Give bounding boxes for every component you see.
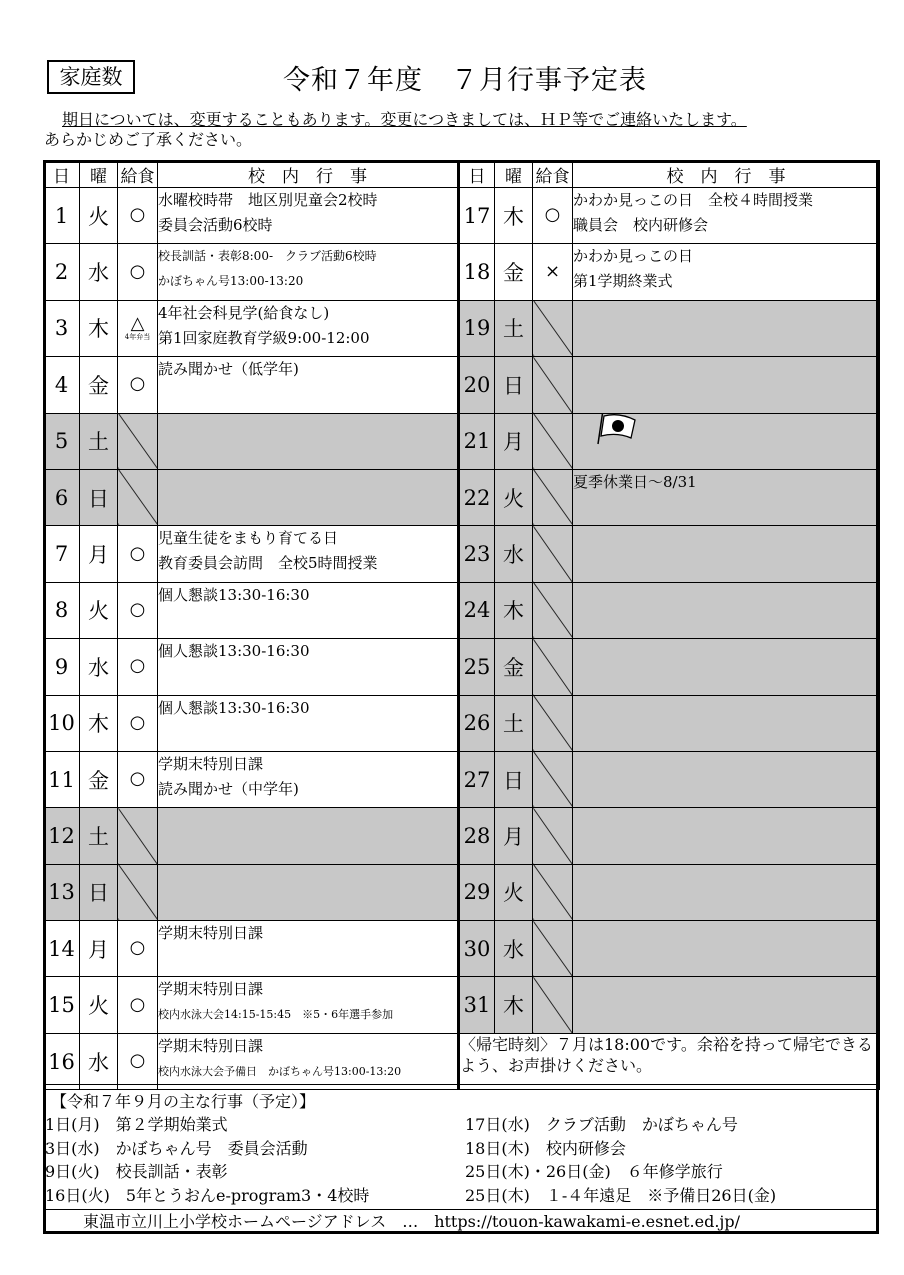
lunch-mark [118, 469, 158, 525]
table-row [44, 751, 880, 807]
event-cell [158, 808, 459, 864]
weekday: 火 [495, 864, 533, 920]
event-cell [573, 695, 880, 751]
weekday: 土 [495, 695, 533, 751]
weekday: 火 [80, 977, 118, 1033]
event-line-1: 児童生徒をまもり育てる日 [158, 529, 339, 548]
day-number: 14 [44, 921, 80, 977]
event-line-1: かわか見っこの日 [573, 247, 694, 266]
weekday: 水 [495, 921, 533, 977]
lunch-mark [533, 751, 573, 807]
event-cell [158, 413, 459, 469]
event-line-2: 読み聞かせ（中学年) [158, 779, 299, 798]
september-item: 25日(木) １-４年遠足 ※予備日26日(金) [465, 1185, 777, 1205]
event-line-1: 個人懇談13:30-16:30 [158, 698, 310, 717]
event-line-2: 第1学期終業式 [573, 272, 673, 291]
event-cell [573, 526, 880, 582]
event-cell [158, 188, 459, 244]
lunch-symbol: ○ [129, 598, 146, 620]
lunch-mark [118, 357, 158, 413]
table-row [44, 357, 880, 413]
lunch-mark [533, 639, 573, 695]
lunch-mark [533, 921, 573, 977]
weekday: 火 [80, 188, 118, 244]
weekday: 日 [80, 469, 118, 525]
day-number: 5 [44, 413, 80, 469]
event-line-2: 校内水泳大会14:15-15:45 ※5・6年選手参加 [158, 1008, 394, 1022]
lunch-mark [118, 244, 158, 300]
lunch-mark [118, 1033, 158, 1089]
weekday: 水 [80, 244, 118, 300]
event-cell [158, 526, 459, 582]
col-weekday-header: 曜 [80, 161, 118, 188]
weekday: 木 [495, 582, 533, 638]
lunch-mark [533, 864, 573, 920]
september-item: 1日(月) 第２学期始業式 [45, 1115, 228, 1134]
table-row [44, 413, 880, 469]
september-item: 18日(木) 校内研修会 [465, 1138, 626, 1158]
september-right-list [465, 1113, 776, 1207]
weekday: 木 [495, 977, 533, 1033]
event-cell [573, 300, 880, 356]
weekday: 水 [80, 1033, 118, 1089]
event-line-1: 校長訓話・表彰8:00- クラブ活動6校時 [158, 249, 377, 264]
day-number: 10 [44, 695, 80, 751]
weekday: 月 [495, 808, 533, 864]
lunch-symbol: ○ [129, 711, 146, 733]
lunch-mark [533, 413, 573, 469]
weekday: 金 [80, 751, 118, 807]
lunch-symbol: ○ [129, 542, 146, 564]
lunch-mark [533, 526, 573, 582]
event-cell [158, 300, 459, 356]
day-number: 16 [44, 1033, 80, 1089]
event-line-1: 夏季休業日～8/31 [573, 472, 697, 491]
lunch-mark [118, 582, 158, 638]
weekday: 木 [80, 695, 118, 751]
weekday: 月 [80, 526, 118, 582]
september-events [43, 1084, 879, 1210]
table-row [44, 695, 880, 751]
day-number: 25 [459, 639, 495, 695]
lunch-mark [533, 469, 573, 525]
table-row [44, 469, 880, 525]
return-time-note: 〈帰宅時刻〉７月は18:00です。余裕を持って帰宅できるよう、お声掛けください。 [459, 1033, 880, 1089]
event-cell [573, 469, 880, 525]
day-number: 18 [459, 244, 495, 300]
weekday: 土 [80, 413, 118, 469]
event-cell [158, 695, 459, 751]
lunch-note: 4年弁当 [124, 333, 151, 342]
col-meal-header-right: 給食 [533, 161, 573, 188]
table-row [44, 977, 880, 1033]
event-line-1: 学期末特別日課 [158, 924, 264, 943]
day-number: 13 [44, 864, 80, 920]
lunch-symbol: ○ [129, 204, 146, 226]
event-cell [158, 357, 459, 413]
lunch-symbol: ○ [129, 260, 146, 282]
lunch-mark [118, 864, 158, 920]
weekday: 木 [80, 300, 118, 356]
event-cell [158, 1033, 459, 1089]
weekday: 火 [80, 582, 118, 638]
day-number: 30 [459, 921, 495, 977]
lunch-symbol: ○ [129, 373, 146, 395]
col-meal-header: 給食 [118, 161, 158, 188]
table-row [44, 808, 880, 864]
event-cell [573, 864, 880, 920]
event-line-1 [573, 414, 879, 446]
lunch-mark [533, 188, 573, 244]
event-cell [573, 582, 880, 638]
day-number: 2 [44, 244, 80, 300]
table-row [44, 582, 880, 638]
day-number: 12 [44, 808, 80, 864]
event-line-1: 読み聞かせ（低学年) [158, 360, 299, 379]
event-cell [158, 469, 459, 525]
weekday: 土 [495, 300, 533, 356]
household-tag: 家庭数 [47, 60, 135, 94]
col-day-header-right: 日 [459, 161, 495, 188]
event-cell [573, 977, 880, 1033]
day-number: 26 [459, 695, 495, 751]
weekday: 土 [80, 808, 118, 864]
weekday: 水 [80, 639, 118, 695]
table-row [44, 639, 880, 695]
day-number: 27 [459, 751, 495, 807]
table-row [44, 1033, 880, 1089]
event-line-1: 学期末特別日課 [158, 754, 264, 773]
event-line-2: 委員会活動6校時 [158, 216, 273, 234]
event-cell [573, 357, 880, 413]
event-cell [158, 639, 459, 695]
september-item: 3日(水) かぼちゃん号 委員会活動 [45, 1138, 308, 1158]
weekday: 月 [495, 413, 533, 469]
september-left-list [45, 1113, 369, 1207]
event-line-2: かぼちゃん号13:00-13:20 [158, 274, 304, 289]
lunch-symbol: ○ [129, 655, 146, 677]
day-number: 21 [459, 413, 495, 469]
lunch-mark [533, 244, 573, 300]
event-cell [573, 921, 880, 977]
day-number: 28 [459, 808, 495, 864]
event-line-1: 水曜校時帯 地区別児童会2校時 [158, 191, 378, 209]
event-line-2: 第1回家庭教育学級9:00-12:00 [158, 328, 370, 347]
day-number: 20 [459, 357, 495, 413]
day-number: 8 [44, 582, 80, 638]
lunch-mark [118, 413, 158, 469]
weekday: 金 [80, 357, 118, 413]
day-number: 3 [44, 300, 80, 356]
event-cell [158, 864, 459, 920]
weekday: 金 [495, 244, 533, 300]
event-cell [573, 751, 880, 807]
day-number: 9 [44, 639, 80, 695]
september-item: 16日(火) 5年とうおんe-program3・4校時 [45, 1185, 370, 1205]
lunch-symbol: ○ [129, 1050, 146, 1072]
lunch-mark [118, 808, 158, 864]
page-title: 令和７年度 ７月行事予定表 [283, 65, 647, 96]
table-row [44, 921, 880, 977]
lunch-symbol: × [544, 260, 561, 282]
event-line-1: 学期末特別日課 [158, 1036, 264, 1055]
school-url-footer: 東温市立川上小学校ホームページアドレス … https://touon-kawakami-e.esnet.ed.jp/ [43, 1209, 879, 1234]
notice-line-2: あらかじめご了承ください。 [44, 130, 253, 149]
day-number: 6 [44, 469, 80, 525]
weekday: 金 [495, 639, 533, 695]
event-cell [573, 413, 880, 469]
lunch-symbol: △ [130, 313, 145, 335]
day-number: 23 [459, 526, 495, 582]
event-cell [573, 244, 880, 300]
event-line-1: 4年社会科見学(給食なし) [158, 303, 330, 322]
day-number: 22 [459, 469, 495, 525]
event-line-1: 個人懇談13:30-16:30 [158, 642, 310, 661]
event-cell [573, 639, 880, 695]
event-cell [158, 921, 459, 977]
event-line-1: かわか見っこの日 全校４時間授業 [573, 191, 814, 209]
event-line-2: 職員会 校内研修会 [573, 216, 709, 234]
event-cell [158, 244, 459, 300]
event-cell [573, 808, 880, 864]
lunch-mark [118, 188, 158, 244]
col-events-header: 校 内 行 事 [158, 161, 459, 188]
day-number: 15 [44, 977, 80, 1033]
weekday: 火 [495, 469, 533, 525]
event-line-1: 学期末特別日課 [158, 980, 264, 999]
day-number: 7 [44, 526, 80, 582]
event-cell [158, 751, 459, 807]
event-line-2: 教育委員会訪問 全校5時間授業 [158, 554, 378, 573]
lunch-mark [118, 300, 158, 356]
notice [44, 110, 874, 150]
col-weekday-header-right: 曜 [495, 161, 533, 188]
lunch-mark [533, 808, 573, 864]
col-events-header-right: 校 内 行 事 [573, 161, 880, 188]
lunch-symbol: ○ [544, 204, 561, 226]
schedule-table [43, 160, 880, 1090]
table-row [44, 244, 880, 300]
lunch-mark [533, 977, 573, 1033]
col-day-header: 日 [44, 161, 80, 188]
event-cell [573, 188, 880, 244]
day-number: 17 [459, 188, 495, 244]
lunch-symbol: ○ [129, 993, 146, 1015]
event-cell [158, 582, 459, 638]
lunch-mark [118, 526, 158, 582]
lunch-mark [533, 300, 573, 356]
day-number: 31 [459, 977, 495, 1033]
event-line-2: 校内水泳大会予備日 かぼちゃん号13:00-13:20 [158, 1064, 402, 1078]
day-number: 19 [459, 300, 495, 356]
lunch-mark [118, 639, 158, 695]
september-item: 9日(火) 校長訓話・表彰 [45, 1162, 228, 1181]
lunch-symbol: ○ [129, 937, 146, 959]
weekday: 水 [495, 526, 533, 582]
day-number: 1 [44, 188, 80, 244]
weekday: 月 [80, 921, 118, 977]
lunch-mark [118, 977, 158, 1033]
day-number: 24 [459, 582, 495, 638]
day-number: 29 [459, 864, 495, 920]
september-item: 25日(木)・26日(金) ６年修学旅行 [465, 1162, 723, 1181]
lunch-mark [118, 695, 158, 751]
weekday: 日 [495, 751, 533, 807]
weekday: 日 [80, 864, 118, 920]
notice-line-1: 期日については、変更することもあります。変更につきましては、ＨＰ等でご連絡いたします。 [62, 110, 747, 129]
lunch-mark [118, 751, 158, 807]
weekday: 日 [495, 357, 533, 413]
september-heading: 【令和７年９月の主な行事（予定）】 [51, 1092, 316, 1111]
lunch-mark [533, 695, 573, 751]
table-row [44, 188, 880, 244]
table-row [44, 526, 880, 582]
table-row [44, 300, 880, 356]
day-number: 4 [44, 357, 80, 413]
lunch-mark [533, 357, 573, 413]
event-line-1: 個人懇談13:30-16:30 [158, 585, 310, 604]
lunch-symbol: ○ [129, 768, 146, 790]
day-number: 11 [44, 751, 80, 807]
japan-flag-icon [595, 413, 641, 446]
lunch-mark [118, 921, 158, 977]
table-row [44, 864, 880, 920]
lunch-mark [533, 582, 573, 638]
september-item: 17日(水) クラブ活動 かぼちゃん号 [465, 1115, 738, 1134]
weekday: 木 [495, 188, 533, 244]
event-cell [158, 977, 459, 1033]
